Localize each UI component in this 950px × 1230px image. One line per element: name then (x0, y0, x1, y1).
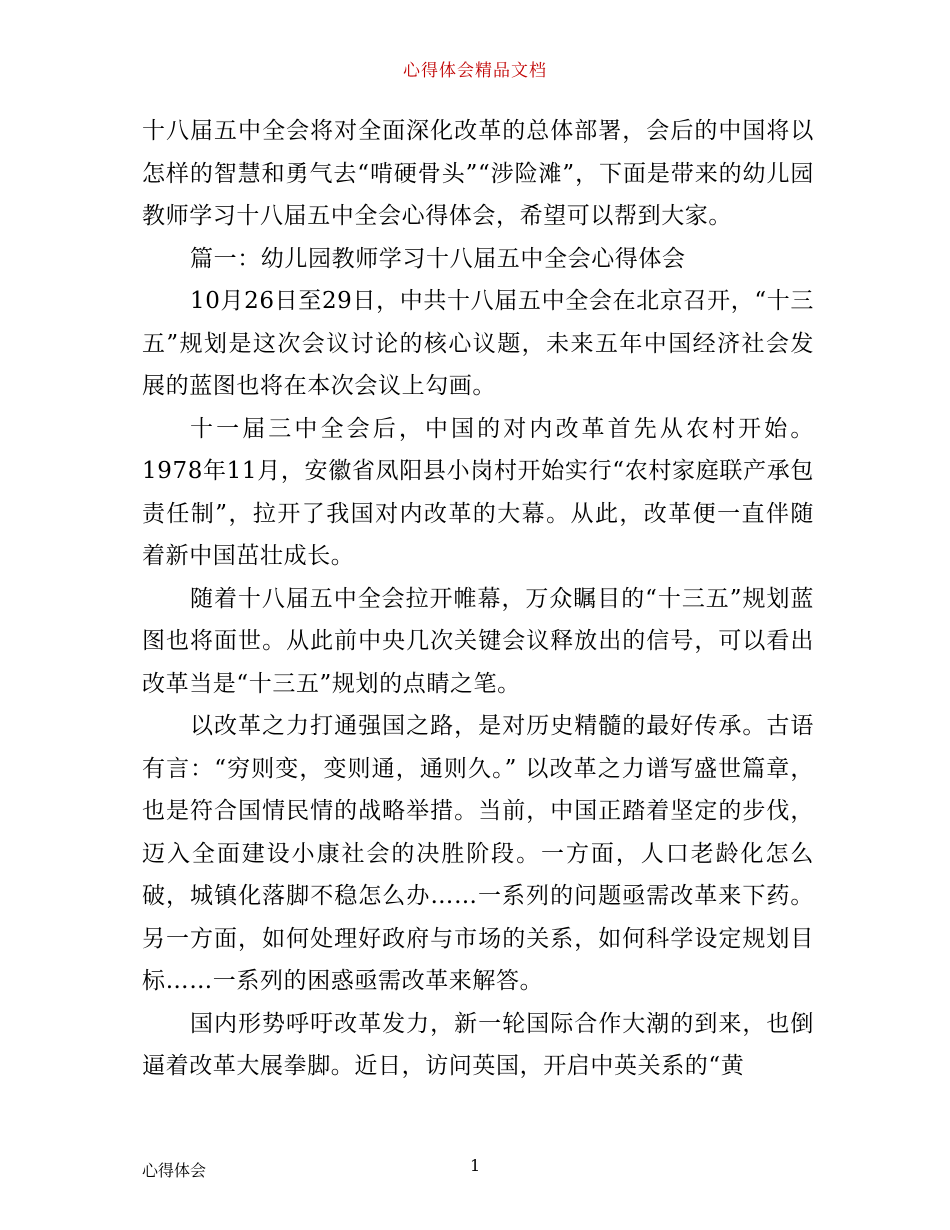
paragraph-section-heading: 篇一：幼儿园教师学习十八届五中全会心得体会 (190, 245, 686, 272)
page-number: 1 (470, 1156, 481, 1175)
paragraph-meeting-dates: 10月26日至29日，中共十八届五中全会在北京召开，“十三五”规划是这次会议讨论的核心议题，未来五年中国经济社会发展的蓝图也将在本次会议上勾画。 (142, 288, 814, 399)
paragraph-reform-history: 十一届三中全会后，中国的对内改革首先从农村开始。1978年11月，安徽省凤阳县小岗村开始实行“农村家庭联产承包责任制”，拉开了我国对内改革的大幕。从此，改革便一直伴随着新中国茁壮成长。 (142, 415, 814, 569)
page-header-title: 心得体会精品文档 (403, 61, 547, 81)
footer-label: 心得体会 (142, 1161, 207, 1180)
paragraph-intro: 十八届五中全会将对全面深化改革的总体部署，会后的中国将以怎样的智慧和勇气去“啃硬骨头”“涉险滩”，下面是带来的幼儿园教师学习十八届五中全会心得体会，希望可以帮到大家。 (142, 118, 814, 229)
paragraph-plan-blueprint: 随着十八届五中全会拉开帷幕，万众瞩目的“十三五”规划蓝图也将面世。从此前中央几次关键会议释放出的信号，可以看出改革当是“十三五”规划的点睛之笔。 (142, 585, 814, 697)
document-body (142, 110, 814, 1088)
paragraph-reform-strength: 以改革之力打通强国之路，是对历史精髓的最好传承。古语有言：“穷则变，变则通，通则久。” 以改革之力谱写盛世篇章，也是符合国情民情的战略举措。当前，中国正踏着坚定的步伐，迈入全面建设小康社会的决胜阶段。一方面，人口老龄化怎么破，城镇化落脚不稳怎么办……一系列的问题亟需改革来下药。另一方面，如何处理好政府与市场的关系，如何科学设定规划目标……一系列的困惑亟需改革来解答。 (142, 713, 814, 994)
paragraph-international: 国内形势呼吁改革发力，新一轮国际合作大潮的到来，也倒逼着改革大展拳脚。近日，访问英国，开启中英关系的“黄 (142, 1010, 814, 1079)
